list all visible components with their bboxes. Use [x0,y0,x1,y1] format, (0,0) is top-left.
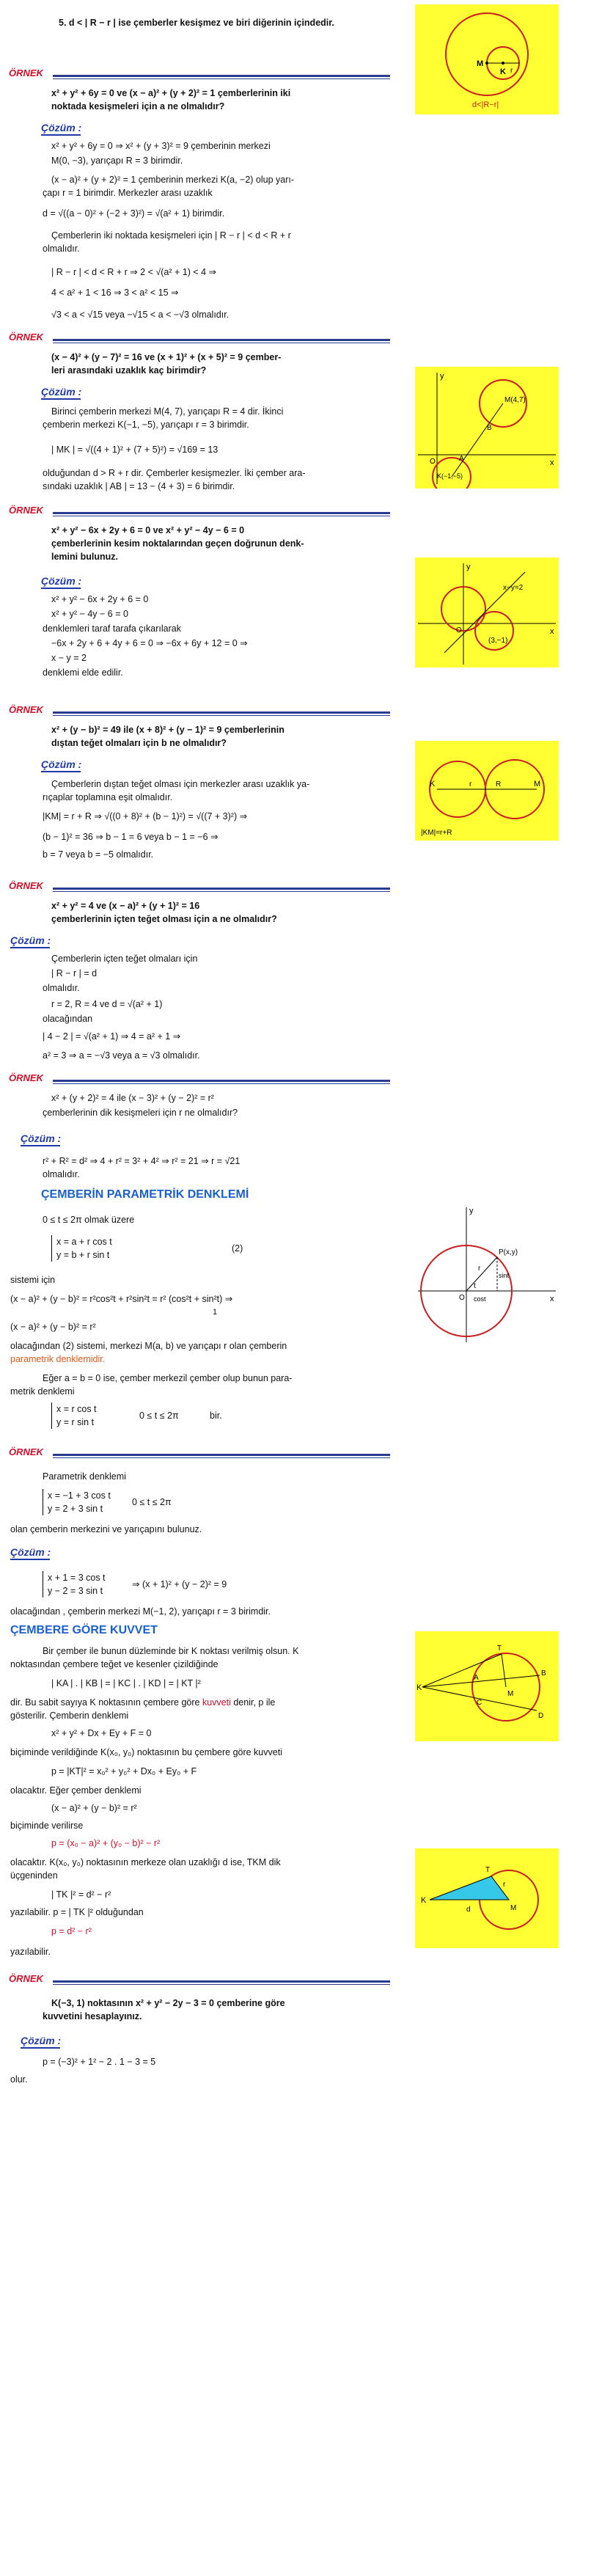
solution-label: Çözüm : [10,934,51,948]
s1-line: x² + y² + 6y = 0 ⇒ x² + (y + 3)² = 9 çemberinin merkezi [51,141,271,151]
example-header: ÖRNEK [9,1072,390,1087]
svg-text:y: y [469,1207,474,1215]
s4-line: (b − 1)² = 36 ⇒ b − 1 = 6 veya b − 1 = −6 ⇒ [43,832,219,842]
svg-text:B: B [541,1669,546,1677]
solution-label: Çözüm : [41,122,81,136]
svg-text:r: r [469,780,472,788]
s9-line: p = d² − r² [51,1926,92,1936]
s5-line: olmalıdır. [43,983,80,993]
s6-line: olmalıdır. [43,1169,80,1179]
s8-line: 0 ≤ t ≤ 2π [132,1497,172,1507]
s7-line: 1 [213,1308,218,1317]
figure-tangent-triangle [415,1848,559,1948]
s3-line: −6x + 2y + 6 + 4y + 6 = 0 ⇒ −6x + 6y + 12 = 0 ⇒ [51,638,248,648]
example-6-question-2: çemberlerinin dik kesişmeleri için r ne olmalıdır? [43,1108,238,1118]
svg-text:r: r [503,1881,506,1889]
s9-line: biçiminde verildiğinde K(x₀, y₀) noktasının bu çembere göre kuvveti [10,1747,282,1757]
example-1-question-2: noktada kesişmeleri için a ne olmalıdır? [51,101,225,111]
svg-text:y: y [440,372,444,381]
s7-line: (2) [232,1243,243,1254]
svg-text:d: d [466,1906,471,1914]
s7-line: y = b + r sin t [51,1248,109,1262]
figure-secants-tangent [415,1631,559,1741]
s9-line: Bir çember ile bunun düzleminde bir K noktası verilmiş olsun. K [43,1646,299,1656]
s9-line: p = (x₀ − a)² + (y₀ − b)² − r² [51,1838,161,1848]
s9-line: üçgeninden [10,1870,58,1881]
s5-line: | 4 − 2 | = √(a² + 1) ⇒ 4 = a² + 1 ⇒ [43,1031,181,1042]
s1-line: √3 < a < √15 veya −√15 < a < −√3 olmalıdır. [51,310,230,320]
s4-line: b = 7 veya b = −5 olmalıdır. [43,849,154,860]
example-5-question-2: çemberlerinin içten teğet olması için a ne olmalıdır? [51,914,277,924]
svg-text:K: K [430,780,436,788]
svg-text:B: B [487,424,492,432]
example-3-question-3: lemini bulunuz. [51,552,118,562]
svg-text:O: O [459,1294,465,1302]
solution-label: Çözüm : [10,1546,51,1560]
example-5-question-1: x² + y² = 4 ve (x − a)² + (y + 1)² = 16 [51,901,200,911]
svg-text:t: t [474,1282,476,1290]
svg-text:M: M [477,59,484,68]
s1-line: 4 < a² + 1 < 16 ⇒ 3 < a² < 15 ⇒ [51,288,179,298]
example-2-question-1: (x − 4)² + (y − 7)² = 16 ve (x + 1)² + (x + 5)² = 9 çember- [51,352,282,362]
s7-line: x = a + r cos t [51,1235,112,1248]
svg-text:K: K [421,1896,427,1905]
solution-label: Çözüm : [41,575,81,589]
s7-line: sistemi için [10,1275,56,1285]
svg-text:r: r [478,1265,481,1273]
s9-line: | TK |² = d² − r² [51,1889,111,1900]
example-header: ÖRNEK [9,704,390,719]
s1-line: (x − a)² + (y + 2)² = 1 çemberinin merkezi K(a, −2) olup yarı- [51,175,295,185]
svg-text:M: M [510,1904,517,1912]
s2-line: olduğundan d > R + r dir. Çemberler kesişmezler. İki çember ara- [43,468,306,478]
s8-line: Parametrik denklemi [43,1471,126,1482]
s7-line: 0 ≤ t ≤ 2π olmak üzere [43,1215,135,1225]
s7-line: bir. [210,1410,222,1421]
s9-line: noktasından çembere teğet ve kesenler çizildiğinde [10,1659,219,1669]
example-header: ÖRNEK [9,505,390,519]
s1-line: Çemberlerin iki noktada kesişmeleri için | R − r | < d < R + r [51,230,291,241]
svg-text:M: M [507,1690,514,1698]
example-10-question-2: kuvvetini hesaplayınız. [43,2011,142,2021]
s8-sol-line: x + 1 = 3 cos t [43,1571,106,1584]
svg-text:|KM|=r+R: |KM|=r+R [421,829,452,837]
svg-text:T: T [497,1644,502,1653]
s5-line: r = 2, R = 4 ve d = √(a² + 1) [51,999,163,1009]
s6-line: r² + R² = d² ⇒ 4 + r² = 3² + 4² ⇒ r² = 21 ⇒ r = √21 [43,1156,241,1166]
s1-line: | R − r | < d < R + r ⇒ 2 < √(a² + 1) < 4 ⇒ [51,267,217,277]
s9-line: olacaktır. K(x₀, y₀) noktasının merkeze olan uzaklığı d ise, TKM dik [10,1857,281,1867]
s8-line: olan çemberin merkezini ve yarıçapını bulunuz. [10,1524,202,1534]
svg-text:A: A [474,1674,479,1682]
svg-text:sint: sint [499,1272,510,1279]
svg-text:O: O [456,626,462,634]
svg-text:(3,−1): (3,−1) [488,637,508,645]
s8-sol-line: ⇒ (x + 1)² + (y − 2)² = 9 [132,1579,227,1589]
svg-text:x−y=2: x−y=2 [503,584,524,592]
s10-line: olur. [10,2074,28,2085]
example-header: ÖRNEK [9,1973,390,1988]
example-header: ÖRNEK [9,880,390,895]
s3-line: denklemi elde edilir. [43,667,123,678]
s1-line: çapı r = 1 birimdir. Merkezler arası uzaklık [43,188,213,198]
section-title-parametric: ÇEMBERİN PARAMETRİK DENKLEMİ [41,1188,249,1201]
s7-line: metrik denklemi [10,1386,75,1397]
s8-line: y = 2 + 3 sin t [43,1502,103,1515]
svg-text:C: C [477,1699,482,1707]
s1-line: olmalıdır. [43,244,80,254]
s2-line: çemberin merkezi K(−1, −5), yarıçapı r = 3 birimdir. [43,420,249,430]
solution-label: Çözüm : [21,2035,61,2049]
svg-text:O: O [430,458,436,466]
figure-separate-circles [415,367,559,489]
s5-line: olacağından [43,1014,93,1024]
solution-label: Çözüm : [41,758,81,772]
s5-line: a² = 3 ⇒ a = −√3 veya a = √3 olmalıdır. [43,1050,200,1061]
s5-line: Çemberlerin içten teğet olmaları için [51,954,198,964]
svg-text:M: M [534,780,541,788]
s7-line: (x − a)² + (y − b)² = r²cos²t + r²sin²t = r² (cos²t + sin²t) ⇒ [10,1294,233,1304]
figure-parametric-circle [415,1203,559,1347]
svg-text:P(x,y): P(x,y) [499,1248,518,1256]
s9-line: olacaktır. Eğer çember denklemi [10,1785,142,1796]
section-title-power: ÇEMBERE GÖRE KUVVET [10,1624,158,1636]
svg-text:T: T [485,1866,491,1874]
s9-line: | KA | . | KB | = | KC | . | KD | = | KT |² [51,1678,201,1688]
example-10-question-1: K(−3, 1) noktasının x² + y² − 2y − 3 = 0 çemberine göre [51,1998,285,2008]
example-header: ÖRNEK [9,1446,390,1461]
s8-sol-line: olacağından , çemberin merkezi M(−1, 2), yarıçapı r = 3 birimdir. [10,1606,271,1617]
example-1-question-1: x² + y² + 6y = 0 ve (x − a)² + (y + 2)² = 1 çemberlerinin iki [51,88,291,98]
s8-sol-line: y − 2 = 3 sin t [43,1584,103,1598]
example-3-question-2: çemberlerinin kesim noktalarından geçen doğrunun denk- [51,538,304,549]
s3-line: x − y = 2 [51,653,87,663]
example-4-question-1: x² + (y − b)² = 49 ile (x + 8)² + (y − 1)² = 9 çemberlerinin [51,725,285,735]
s3-line: x² + y² − 4y − 6 = 0 [51,609,128,619]
s9-line: biçiminde verilirse [10,1821,84,1831]
solution-label: Çözüm : [41,386,81,400]
svg-text:K: K [416,1683,422,1692]
svg-text:D: D [538,1712,544,1720]
s7-line: Eğer a = b = 0 ise, çember merkezil çember olup bunun para- [43,1373,293,1383]
svg-text:y: y [466,563,471,571]
svg-text:x: x [550,627,554,636]
s3-line: x² + y² − 6x + 2y + 6 = 0 [51,594,149,604]
s7-line: x = r cos t [51,1402,97,1416]
s9-line: yazılabilir. [10,1947,51,1957]
s4-line: Çemberlerin dıştan teğet olması için merkezler arası uzaklık ya- [51,779,310,789]
s1-line: M(0, −3), yarıçapı R = 3 birimdir. [51,155,183,166]
figure-nested-circles [415,4,559,114]
rule-5-text: 5. d < | R − r | ise çemberler kesişmez ve biri diğerinin içindedir. [59,18,334,28]
s9-line: dir. Bu sabit sayıya K noktasının çembere göre kuvveti denir, p ile [10,1697,276,1708]
example-header: ÖRNEK [9,67,390,82]
svg-text:r: r [510,67,513,75]
svg-text:x: x [550,1295,554,1303]
s7-line: parametrik denklemidir. [10,1354,106,1364]
s4-line: |KM| = r + R ⇒ √((0 + 8)² + (b − 1)²) = √((7 + 3)²) ⇒ [43,811,248,822]
s9-line: p = |KT|² = x₀² + y₀² + Dx₀ + Ey₀ + F [51,1766,197,1777]
s9-line: gösterilir. Çemberin denklemi [10,1710,129,1721]
s5-line: | R − r | = d [51,968,98,978]
s4-line: rıçaplar toplamına eşit olmalıdır. [43,792,173,802]
s9-line: x² + y² + Dx + Ey + F = 0 [51,1728,152,1738]
s7-line: y = r sin t [51,1416,94,1429]
example-4-question-2: dıştan teğet olmaları için b ne olmalıdır? [51,738,227,748]
s7-line: olacağından (2) sistemi, merkezi M(a, b) ve yarıçapı r olan çemberin [10,1341,287,1351]
s7-line: (x − a)² + (y − b)² = r² [10,1322,96,1332]
svg-text:x: x [550,458,554,467]
s9-line: (x − a)² + (y − b)² = r² [51,1803,137,1813]
svg-text:d<|R−r|: d<|R−r| [472,100,499,109]
s10-line: p = (−3)² + 1² − 2 . 1 − 3 = 5 [43,2057,156,2067]
example-3-question-1: x² + y² − 6x + 2y + 6 = 0 ve x² + y² − 4y − 6 = 0 [51,525,245,535]
solution-label: Çözüm : [21,1133,61,1146]
s3-line: denklemleri taraf tarafa çıkarılarak [43,623,181,634]
svg-text:M(4,7): M(4,7) [504,396,526,404]
s8-line: x = −1 + 3 cos t [43,1489,111,1502]
s2-line: | MK | = √((4 + 1)² + (7 + 5)²) = √169 = 13 [51,444,219,455]
s9-line: yazılabilir. p = | TK |² olduğundan [10,1907,144,1917]
svg-text:R: R [496,780,502,788]
example-6-question-1: x² + (y + 2)² = 4 ile (x − 3)² + (y − 2)² = r² [51,1093,214,1103]
s2-line: sındaki uzaklık | AB | = 13 − (4 + 3) = 6 birimdir. [43,481,235,491]
s1-line: d = √((a − 0)² + (−2 + 3)²) = √(a² + 1) birimdir. [43,208,225,219]
svg-text:A: A [459,455,464,463]
example-2-question-2: leri arasındaki uzaklık kaç birimdir? [51,365,207,376]
svg-text:K(−1,−5): K(−1,−5) [437,472,463,480]
svg-text:K: K [500,67,506,76]
s2-line: Birinci çemberin merkezi M(4, 7), yarıçapı R = 4 dir. İkinci [51,406,284,417]
s7-line: 0 ≤ t ≤ 2π [139,1410,179,1421]
figure-intersecting-circles [415,557,559,667]
figure-tangent-circles [415,741,559,841]
svg-text:cost: cost [474,1295,486,1303]
example-header: ÖRNEK [9,332,390,346]
